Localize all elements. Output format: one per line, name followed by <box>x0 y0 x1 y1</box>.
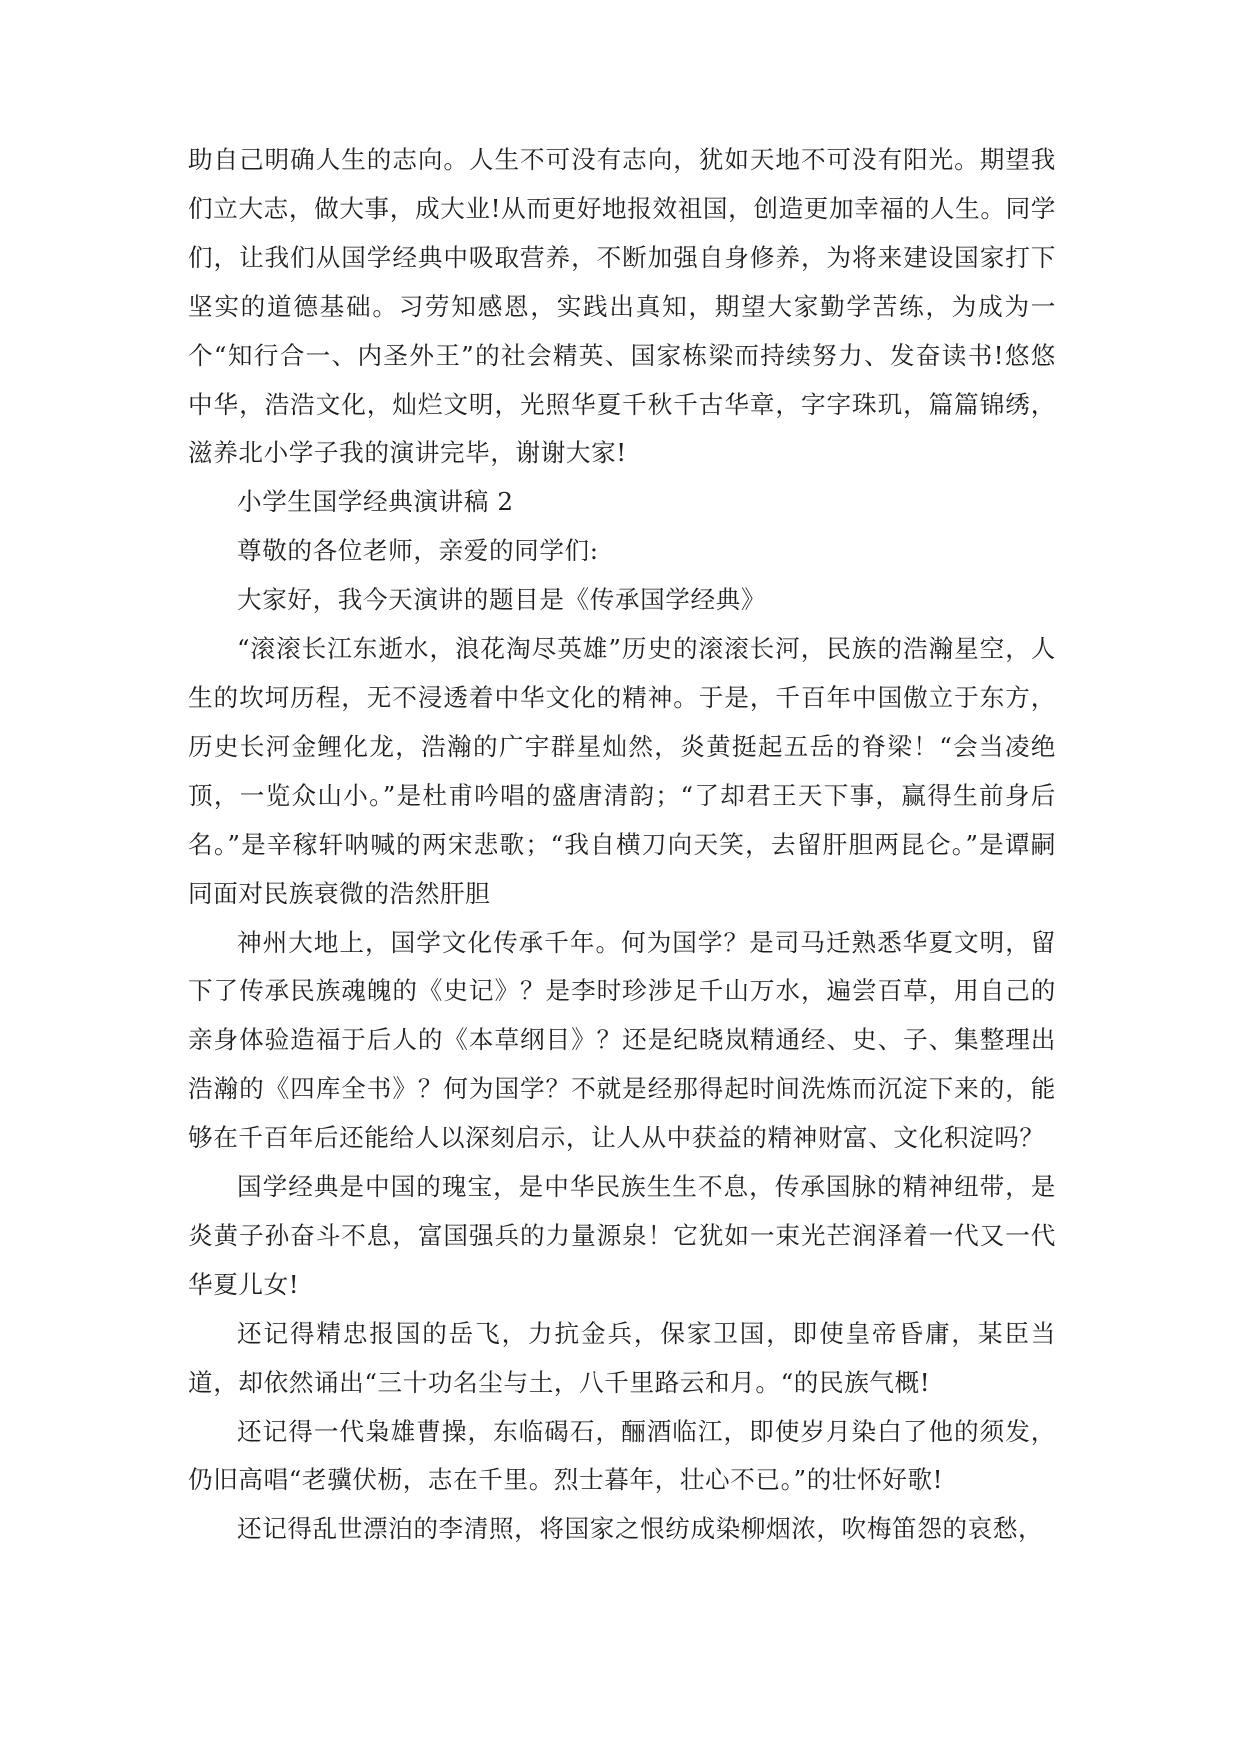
paragraph: 还记得乱世漂泊的李清照，将国家之恨纺成染柳烟浓，吹梅笛怨的哀愁， <box>237 1514 1044 1544</box>
document-page <box>188 136 1056 1554</box>
salutation: 尊敬的各位老师，亲爱的同学们: <box>237 536 599 566</box>
paragraph: 还记得一代枭雄曹操，东临碣石，酾酒临江，即使岁月染白了他的须发，仍旧高唱“老骥伏枥，志在千里。烈士暮年，壮心不已。”的壮怀好歌! <box>188 1416 1056 1495</box>
paragraph-continuation: 助自己明确人生的志向。人生不可没有志向，犹如天地不可没有阳光。期望我们立大志，做大事，成大业!从而更好地报效祖国，创造更加幸福的人生。同学们，让我们从国学经典中吸取营养，不断加强自身修养，为将来建设国家打下坚实的道德基础。习劳知感恩，实践出真知，期望大家勤学苦练，为成为一个“知行合一、内圣外王”的社会精英、国家栋梁而持续努力、发奋读书!悠悠中华，浩浩文化，灿烂文明，光照华夏千秋千古华章，字字珠玑，篇篇锦绣，滋养北小学子我的演讲完毕，谢谢大家! <box>188 145 1056 468</box>
paragraph: 国学经典是中国的瑰宝，是中华民族生生不息，传承国脉的精神纽带，是炎黄子孙奋斗不息，富国强兵的力量源泉！它犹如一束光芒润泽着一代又一代华夏儿女! <box>188 1172 1056 1299</box>
paragraph: 神州大地上，国学文化传承千年。何为国学？是司马迁熟悉华夏文明，留下了传承民族魂魄的《史记》？是李时珍涉足千山万水，遍尝百草，用自己的亲身体验造福于后人的《本草纲目》？还是纪晓岚精通经、史、子、集整理出浩瀚的《四库全书》？何为国学？不就是经那得起时间洗炼而沉淀下来的，能够在千百年后还能给人以深刻启示，让人从中获益的精神财富、文化积淀吗？ <box>188 927 1056 1153</box>
paragraph: “滚滚长江东逝水，浪花淘尽英雄”历史的滚滚长河，民族的浩瀚星空，人生的坎坷历程，无不浸透着中华文化的精神。于是，千百年中国傲立于东方，历史长河金鲤化龙，浩瀚的广宇群星灿然，炎黄挺起五岳的脊梁！“会当凌绝顶，一览众山小。”是杜甫吟唱的盛唐清韵；“了却君王天下事，赢得生前身后名。”是辛稼轩呐喊的两宋悲歌；“我自横刀向天笑，去留肝胆两昆仑。”是谭嗣同面对民族衰微的浩然肝胆 <box>188 634 1056 908</box>
paragraph: 还记得精忠报国的岳飞，力抗金兵，保家卫国，即使皇帝昏庸，某臣当道，却依然诵出“三十功名尘与土，八千里路云和月。“的民族气概! <box>188 1318 1056 1397</box>
greeting: 大家好，我今天演讲的题目是《传承国学经典》 <box>237 585 767 615</box>
section-heading: 小学生国学经典演讲稿 2 <box>237 487 514 517</box>
